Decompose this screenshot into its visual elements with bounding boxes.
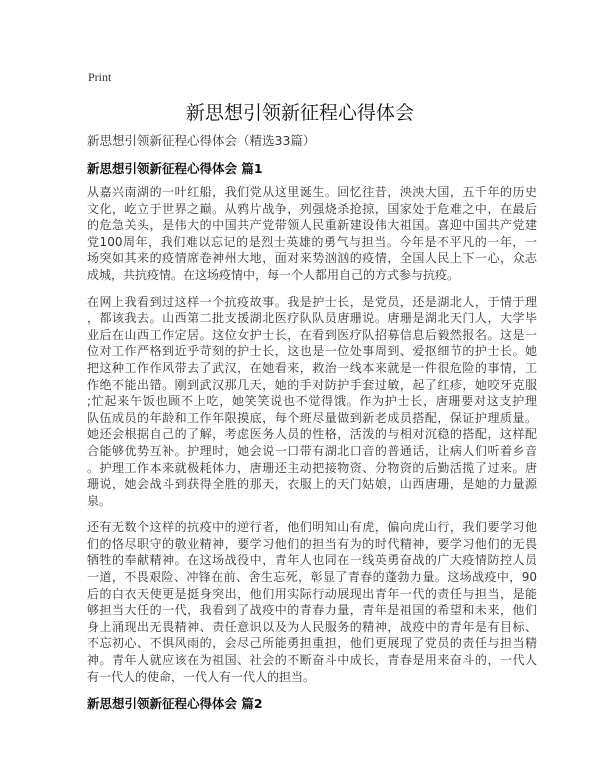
page-title: 新思想引领新征程心得体会 xyxy=(185,102,414,124)
text-line: 有一代人的使命，一代人有一代人的担当。 xyxy=(87,669,316,684)
subtitle: 新思想引领新征程心得体会（精选33篇） xyxy=(87,133,316,148)
document-body xyxy=(87,132,537,719)
text-line: 作绝不能出错。刚到武汉那几天，她的手对防护手套过敏，起了红疹，她咬牙克服 xyxy=(87,377,537,392)
text-line: 合能够优势互补。护理时，她会说一口带有湖北口音的普通话，让病人们听着乡音 xyxy=(87,443,537,458)
text-line: 泉。 xyxy=(87,493,112,508)
text-line: 她还会根据自己的了解，考虑医务人员的性格，活泼的与相对沉稳的搭配，这样配 xyxy=(87,427,537,442)
text-line: ;忙起来午饭也顾不上吃，她笑笑说也不觉得饿。作为护士长，唐珊要对这支护理 xyxy=(87,394,537,409)
section-heading-2: 新思想引领新征程心得体会 篇2 xyxy=(87,696,263,712)
paragraph-3 xyxy=(87,519,537,685)
text-line: 的危急关头，是伟大的中国共产党带领人民重新建设伟大祖国。喜迎中国共产党建 xyxy=(87,218,537,233)
text-line: 业后在山西工作定居。这位女护士长，在看到医疗队招募信息后毅然报名。这是一 xyxy=(87,327,537,342)
text-line: 身上涌现出无畏精神、责任意识以及为人民服务的精神，战疫中的青年是有目标、 xyxy=(87,619,537,634)
text-line: 神。青年人就应该在为祖国、社会的不断奋斗中成长，青春是用来奋斗的，一代人 xyxy=(87,653,537,668)
section-heading-1: 新思想引领新征程心得体会 篇1 xyxy=(87,161,263,176)
text-line: 从嘉兴南湖的一叶红船，我们党从这里诞生。回忆往昔，泱泱大国，五千年的历史 xyxy=(87,185,537,199)
paragraph-2 xyxy=(87,294,537,510)
text-line: 。护理工作本来就极耗体力，唐珊还主动把接物资、分物资的后勤活揽了过来。唐 xyxy=(87,460,537,475)
text-line: 成城，共抗疫情。在这场疫情中，每一个人都用自己的方式参与抗疫。 xyxy=(87,267,460,282)
text-line: 后的白衣天使更是挺身突出，他们用实际行动展现出青年一代的责任与担当，是能 xyxy=(87,586,537,601)
text-line: 队伍成员的年龄和工作年限摸底，每个班尽量做到新老成员搭配，保证护理质量。 xyxy=(87,410,537,425)
paragraph-1 xyxy=(87,184,537,284)
text-line: 们的恪尽职守的敬业精神，要学习他们的担当有为的时代精神，要学习他们的无畏 xyxy=(87,536,537,551)
text-line: 党100周年，我们难以忘记的是烈士英雄的勇气与担当。今年是不平凡的一年，一 xyxy=(87,234,537,249)
print-link[interactable]: Print xyxy=(88,70,112,84)
text-line: 文化，屹立于世界之巅。从鸦片战争，列强烧杀抢掠，国家处于危难之中，在最后 xyxy=(87,201,537,216)
text-line: 还有无数个这样的抗疫中的逆行者，他们明知山有虎，偏向虎山行，我们要学习他 xyxy=(87,520,537,535)
text-line: 场突如其来的疫情席卷神州大地，面对来势汹汹的疫情，全国人民上下一心，众志 xyxy=(87,251,537,266)
text-line: 把这种工作作风带去了武汉，在她看来，救治一线本来就是一件很危险的事情，工 xyxy=(87,360,537,375)
text-line: 珊说，她会战斗到获得全胜的那天，衣服上的天门姑娘，山西唐珊，是她的力量源 xyxy=(87,477,537,492)
text-line: 不忘初心、不惧风雨的，会尽己所能勇担重担，他们更展现了党员的责任与担当精 xyxy=(87,636,537,651)
text-line: 够担当大任的一代，我看到了战疫中的青春力量，青年是祖国的希望和未来，他们 xyxy=(87,603,537,618)
text-line: 位对工作严格到近乎苛刻的护士长，这也是一位处事周到、爱抠细节的护士长。她 xyxy=(87,344,537,359)
text-line: ，都该我去。山西第二批支援湖北医疗队队员唐珊说。唐珊是湖北天门人，大学毕 xyxy=(87,311,537,326)
text-line: 一道，不畏艰险、冲锋在前、舍生忘死，彰显了青春的蓬勃力量。这场战疫中，90 xyxy=(87,570,537,585)
text-line: 牺牲的奉献精神。在这场战役中，青年人也同在一线英勇奋战的广大疫情防控人员 xyxy=(87,553,537,568)
text-line: 在网上我看到过这样一个抗疫故事。我是护士长，是党员，还是湖北人，于情于理 xyxy=(87,294,537,309)
